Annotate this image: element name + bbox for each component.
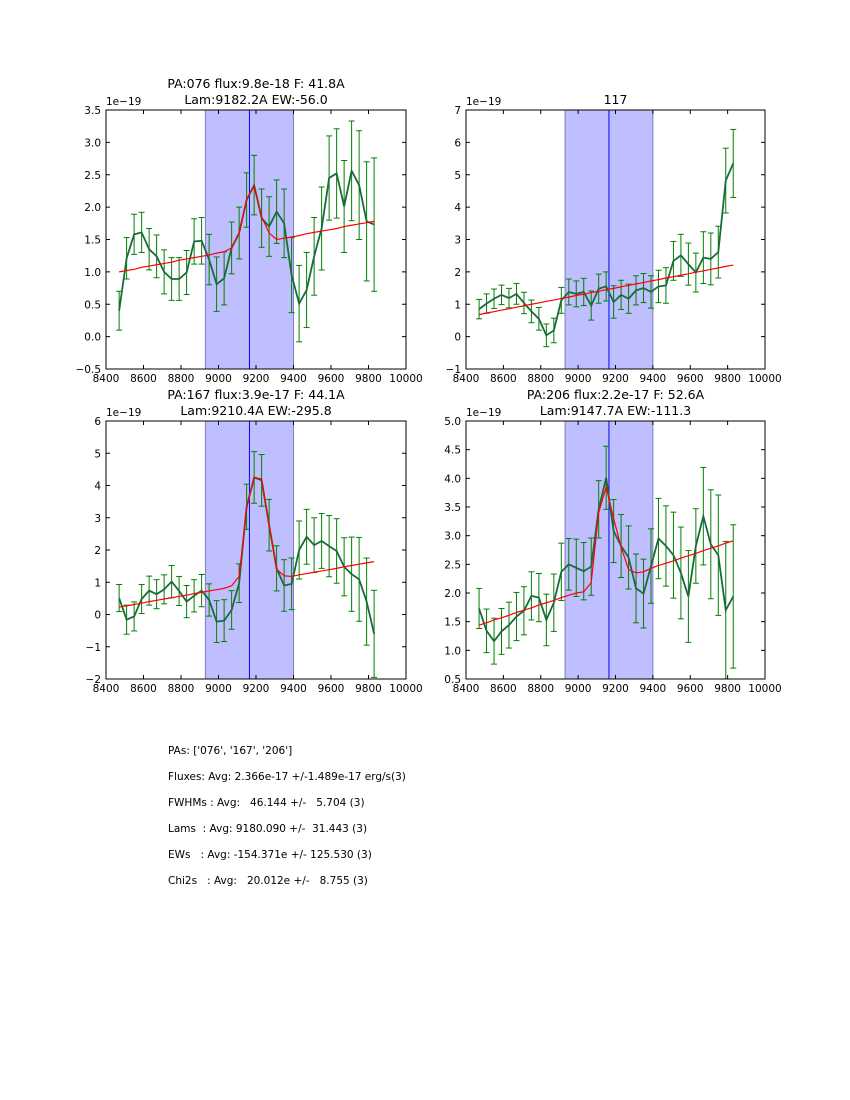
x-tick-label: 9200 xyxy=(602,683,629,695)
y-tick-label: 5.0 xyxy=(444,416,461,428)
subplot-title: Lam:9182.2A EW:-56.0 xyxy=(184,92,328,107)
y-tick-label: 7 xyxy=(454,105,461,117)
x-tick-label: 9800 xyxy=(355,373,382,385)
y-tick-label: 5 xyxy=(94,448,101,461)
y-offset-label: 1e−19 xyxy=(106,407,142,419)
subplot-title: 117 xyxy=(603,92,628,107)
y-tick-label: −1 xyxy=(445,364,461,376)
x-tick-label: 9400 xyxy=(639,373,667,385)
y-tick-label: 0.0 xyxy=(84,331,101,344)
x-tick-label: 10000 xyxy=(389,683,423,695)
x-tick-label: 9600 xyxy=(317,683,345,695)
x-tick-label: 9400 xyxy=(280,373,307,385)
y-tick-label: 3.5 xyxy=(84,105,101,117)
x-tick-label: 9800 xyxy=(714,683,741,695)
x-tick-label: 9200 xyxy=(602,373,629,385)
x-tick-label: 9600 xyxy=(317,373,345,385)
x-tick-label: 8400 xyxy=(92,373,120,385)
x-tick-label: 8800 xyxy=(167,373,195,385)
y-tick-label: 6 xyxy=(454,137,461,150)
x-tick-label: 9200 xyxy=(242,373,270,385)
x-tick-label: 9400 xyxy=(280,683,307,695)
y-tick-label: 6 xyxy=(94,416,101,428)
x-tick-label: 9000 xyxy=(205,373,232,385)
y-tick-label: 3.0 xyxy=(444,530,461,543)
y-tick-label: 3.0 xyxy=(84,137,101,150)
x-tick-label: 8400 xyxy=(452,683,480,695)
x-tick-label: 9800 xyxy=(355,683,382,695)
x-tick-label: 8800 xyxy=(167,683,195,695)
y-tick-label: 4.0 xyxy=(444,473,461,486)
x-tick-label: 9200 xyxy=(242,683,270,695)
x-tick-label: 10000 xyxy=(748,683,782,695)
y-tick-label: 0.5 xyxy=(84,299,101,312)
plot-area xyxy=(476,421,736,679)
x-tick-label: 9000 xyxy=(564,683,592,695)
x-tick-label: 9000 xyxy=(205,683,232,695)
y-tick-label: 2 xyxy=(454,266,461,279)
y-tick-label: 3.5 xyxy=(444,502,461,514)
subplot-3 xyxy=(86,387,423,695)
y-tick-label: 4 xyxy=(454,202,461,215)
x-tick-label: 9800 xyxy=(714,373,741,385)
y-tick-label: 1.5 xyxy=(444,616,461,629)
summary-chi2s: Chi2s : Avg: 20.012e +/- 8.755 (3) xyxy=(168,875,368,887)
x-tick-label: 8600 xyxy=(130,373,157,385)
y-tick-label: 4.5 xyxy=(444,444,461,457)
y-tick-label: −0.5 xyxy=(75,364,101,376)
y-tick-label: 1.5 xyxy=(84,234,101,247)
y-tick-label: 3 xyxy=(454,234,461,247)
y-tick-label: 5 xyxy=(454,169,461,182)
y-tick-label: 1.0 xyxy=(84,266,101,279)
x-tick-label: 8600 xyxy=(490,373,517,385)
subplot-4 xyxy=(444,387,781,695)
y-tick-label: 0 xyxy=(454,331,461,344)
y-offset-label: 1e−19 xyxy=(466,407,502,419)
x-tick-label: 8400 xyxy=(92,683,120,695)
x-tick-label: 9600 xyxy=(676,373,704,385)
x-tick-label: 9000 xyxy=(564,373,592,385)
x-tick-label: 9400 xyxy=(639,683,667,695)
subplot-1 xyxy=(76,76,423,385)
y-tick-label: 0.5 xyxy=(444,674,461,686)
summary-fwhms: FWHMs : Avg: 46.144 +/- 5.704 (3) xyxy=(168,797,365,809)
x-tick-label: 8600 xyxy=(130,683,157,695)
y-tick-label: 4 xyxy=(94,480,101,493)
x-tick-label: 8400 xyxy=(452,373,480,385)
subplot-title: Lam:9147.7A EW:-111.3 xyxy=(539,403,692,418)
y-tick-label: 2 xyxy=(94,545,101,557)
summary-stats xyxy=(168,745,406,901)
summary-lams: Lams : Avg: 9180.090 +/- 31.443 (3) xyxy=(168,823,368,835)
x-tick-label: 8800 xyxy=(527,373,555,385)
x-tick-label: 8600 xyxy=(490,683,517,695)
y-tick-label: 2.5 xyxy=(84,169,101,182)
y-tick-label: 3 xyxy=(94,512,101,525)
summary-pas: PAs: ['076', '167', '206'] xyxy=(168,745,293,757)
plot-area xyxy=(476,110,736,369)
plot-area xyxy=(116,421,377,679)
subplot-title: Lam:9210.4A EW:-295.8 xyxy=(180,403,332,418)
x-tick-label: 10000 xyxy=(748,373,782,385)
y-tick-label: 0 xyxy=(94,609,101,622)
y-tick-label: 1.0 xyxy=(444,645,461,658)
subplot-title: PA:076 flux:9.8e-18 F: 41.8A xyxy=(167,76,345,91)
y-offset-label: 1e−19 xyxy=(466,96,502,108)
y-tick-label: 2.0 xyxy=(84,202,101,215)
subplot-title: PA:206 flux:2.2e-17 F: 52.6A xyxy=(526,387,705,402)
plot-area xyxy=(116,110,377,369)
x-tick-label: 8800 xyxy=(527,683,555,695)
y-tick-label: 1 xyxy=(454,299,461,312)
y-tick-label: −1 xyxy=(85,641,101,654)
y-tick-label: −2 xyxy=(85,674,101,686)
y-tick-label: 2.5 xyxy=(444,559,461,572)
y-offset-label: 1e−19 xyxy=(106,96,142,108)
y-tick-label: 2.0 xyxy=(444,588,461,600)
subplot-title: PA:167 flux:3.9e-17 F: 44.1A xyxy=(167,387,345,402)
summary-ews: EWs : Avg: -154.371e +/- 125.530 (3) xyxy=(168,849,372,861)
x-tick-label: 10000 xyxy=(389,373,423,385)
summary-fluxes: Fluxes: Avg: 2.366e-17 +/-1.489e-17 erg/s(3) xyxy=(168,771,406,783)
subplot-2 xyxy=(446,92,782,385)
y-tick-label: 1 xyxy=(94,577,101,590)
x-tick-label: 9600 xyxy=(676,683,704,695)
